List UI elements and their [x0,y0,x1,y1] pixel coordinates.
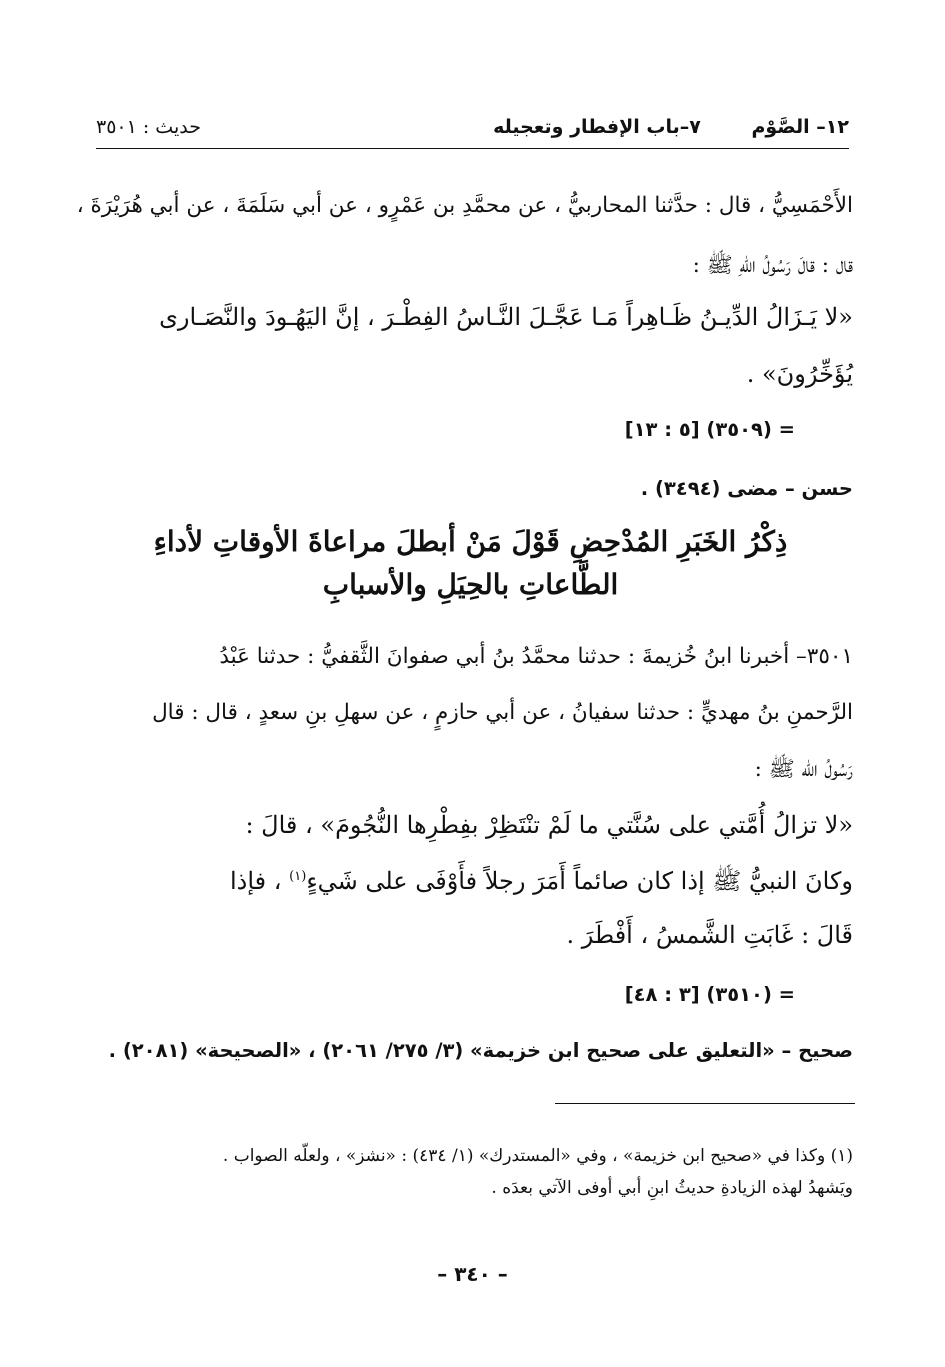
prev-isnad-line-2: قال : قالَ رَسُولُ اللّهِ ﷺ : [692,253,853,278]
hadith-isnad-line-3: رَسُولُ اللّه ﷺ : [754,757,853,782]
prev-matn-line-1: «لا يَـزَالُ الدِّيـنُ ظَـاهِراً مَـا عَجَّـلَ النَّـاسُ الفِطْـرَ ، إنَّ اليَهُـودَ والنَّصَـارى [159,303,853,331]
prev-grade: حسن – مضى (٣٤٩٤) . [640,477,853,500]
header-chapter-section [493,116,849,138]
footnote-1-continuation: ويَشهدُ لهذه الزيادةِ حديثُ ابنِ أبي أوفى الآتي بعدَه . [491,1178,853,1199]
hadith-grade: صحيح – «التعليق على صحيح ابن خزيمة» (٣/ ٢٧٥/ ٢٠٦١) ، «الصحيحة» (٢٠٨١) . [108,1039,853,1062]
prev-reference: = (٣٥٠٩) [٥ : ١٣] [624,418,795,441]
hadith-isnad-line-1: ٣٥٠١– أخبرنا ابنُ خُزيمةَ : حدثنا محمَّدُ بنُ أبي صفوانَ الثَّقفيُّ : حدثنا عَبْدُ [219,644,853,669]
footnote-separator [555,1103,855,1104]
hadith-isnad-line-2: الرَّحمنِ بنُ مهديٍّ : حدثنا سفيانُ ، عن أبي حازمٍ ، عن سهلِ بنِ سعدٍ ، قال : قال [152,700,853,725]
chapter-heading-line-1: ذِكْرُ الخَبَرِ المُدْحِضِ قَوْلَ مَنْ أبطلَ مراعاةَ الأوقاتِ لأداءِ [153,525,788,558]
hadith-matn-line-3: قَالَ : غَابَتِ الشَّمسُ ، أَفْطَرَ . [566,921,853,949]
page-number: – ٣٤٠ – [437,1262,508,1286]
prev-isnad-line-1: الأَحْمَسِيُّ ، قال : حدَّثنا المحاربيُّ ، عن محمَّدِ بن عَمْرٍو ، عن أبي سَلَمَةَ ، عن أبي هُرَيْرَةَ ، [76,193,853,218]
hadith-matn-line-2 [88,866,853,901]
header-section: ٧–باب الإفطار وتعجيله [493,116,701,138]
prev-matn-line-2: يُؤَخِّرُونَ» . [746,360,853,388]
running-header [96,112,849,149]
hadith-matn-line-1: «لا تزالُ أُمَّتي على سُنَّتي ما لَمْ تنْتَظِرْ بفِطْرِها النُّجُومَ» ، قالَ : [245,811,853,839]
hadith-matn-line-2-text: وكانَ النبيُّ ﷺ إذا كان صائماً أَمَرَ رجلاً فأَوْفَى على شَيءٍ [306,867,853,895]
footnote-marker[interactable]: (١) [289,869,307,884]
header-chapter: ١٢– الصَّوْم [751,116,849,138]
hadith-reference: = (٣٥١٠) [٣ : ٤٨] [624,983,795,1006]
footnote-1: (١) وكذا في «صحيح ابن خزيمة» ، وفي «المستدرك» (١/ ٤٣٤) : «نشز» ، ولعلّه الصواب . [222,1146,853,1166]
header-hadith-number: حديث : ٣٥٠١ [96,116,201,138]
footnotes [88,1140,853,1205]
hadith-matn-line-2-end: ، فإذا [230,867,290,895]
chapter-heading-line-2: الطَّاعاتِ بالحِيَلِ والأسبابِ [322,568,619,602]
chapter-heading [88,520,853,607]
